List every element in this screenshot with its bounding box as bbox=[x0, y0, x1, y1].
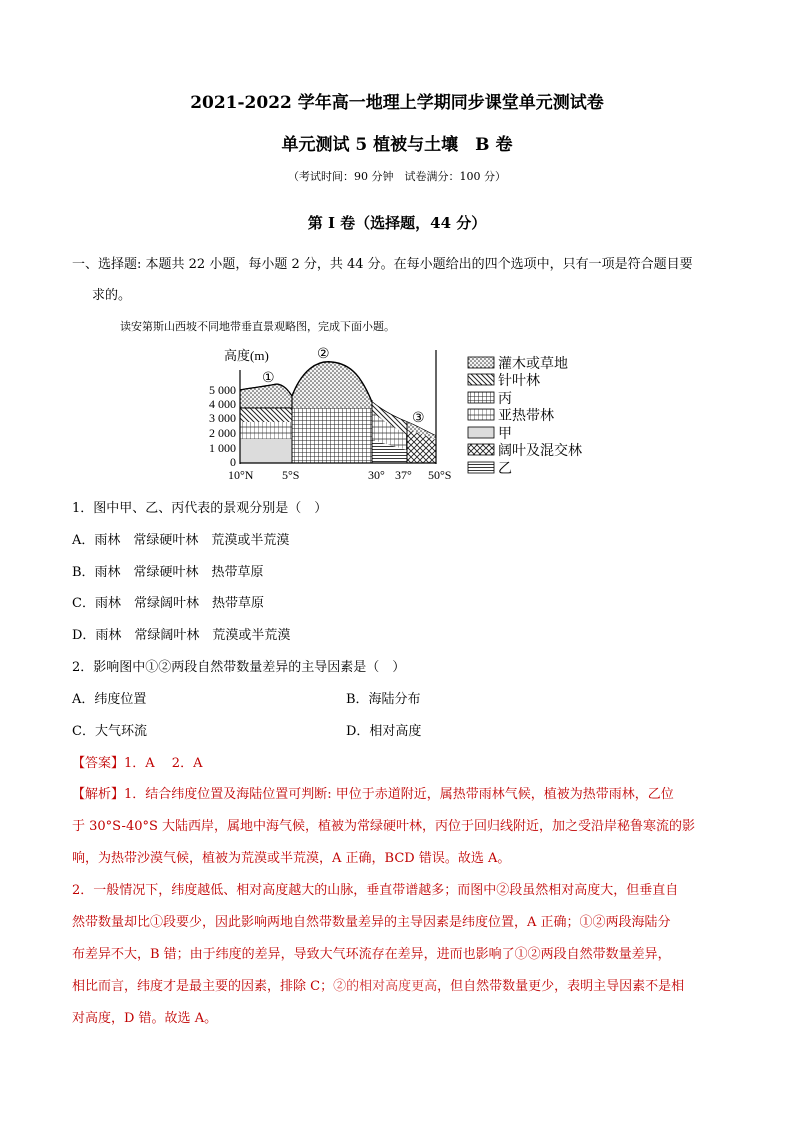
section-title: 第 I 卷（选择题，44 分） bbox=[307, 214, 487, 232]
marker-2: ② bbox=[317, 346, 330, 362]
y-tick: 5 000 bbox=[209, 383, 236, 397]
question-2-option-b: B．海陆分布 bbox=[346, 692, 421, 707]
legend-swatch-conifer bbox=[468, 374, 494, 385]
question-2-option-d: D．相对高度 bbox=[346, 724, 422, 739]
legend-jia: 甲 bbox=[498, 427, 512, 442]
zone-bing bbox=[292, 408, 372, 463]
zone-conifer-left bbox=[240, 408, 292, 422]
question-2-option-c: C．大气环流 bbox=[72, 724, 147, 739]
vegetation-diagram bbox=[209, 340, 602, 485]
analysis-line-5: 然带数量却比①段要少，因此影响两地自然带数量差异的主导因素是纬度位置，A 正确；①②两段海陆分 bbox=[72, 915, 671, 930]
legend-swatch-subtropical bbox=[468, 409, 494, 420]
analysis-highlight: ②的相对高度更高 bbox=[333, 979, 438, 994]
legend-swatch-bing bbox=[468, 392, 494, 403]
exam-info: （考试时间：90 分钟 试卷满分：100 分） bbox=[288, 170, 506, 183]
question-2-stem: 2．影响图中①②两段自然带数量差异的主导因素是（ ） bbox=[72, 660, 406, 675]
page-subtitle: 单元测试 5 植被与土壤 B 卷 bbox=[281, 135, 513, 155]
y-axis-label: 高度(m) bbox=[224, 348, 269, 363]
x-tick: 10°N bbox=[228, 468, 254, 482]
legend-yi: 乙 bbox=[498, 462, 512, 477]
question-1-stem: 1．图中甲、乙、丙代表的景观分别是（ ） bbox=[72, 501, 328, 516]
analysis-text: 1．结合纬度位置及海陆位置可判断: 甲位于赤道附近，属热带雨林气候，植被为热带雨林，乙位 bbox=[124, 787, 674, 802]
x-tick: 50°S bbox=[428, 468, 452, 482]
x-tick: 30° bbox=[368, 468, 385, 482]
marker-1: ① bbox=[262, 370, 275, 386]
question-1-option-b: B．雨林 常绿硬叶林 热带草原 bbox=[72, 565, 264, 580]
y-tick: 4 000 bbox=[209, 397, 236, 411]
analysis-line-1 bbox=[72, 783, 674, 802]
zone-jia bbox=[240, 439, 292, 463]
question-2-option-a: A．纬度位置 bbox=[72, 692, 147, 707]
analysis-tag: 【解析】 bbox=[72, 787, 125, 802]
answer-tag: 【答案】 bbox=[72, 756, 125, 771]
analysis-line-7 bbox=[72, 975, 684, 994]
question-1-option-a: A．雨林 常绿硬叶林 荒漠或半荒漠 bbox=[72, 533, 290, 548]
legend-swatch-shrub bbox=[468, 357, 494, 368]
question-1-option-d: D．雨林 常绿阔叶林 荒漠或半荒漠 bbox=[72, 628, 291, 643]
analysis-line-3: 响，为热带沙漠气候，植被为荒漠或半荒漠，A 正确，BCD 错误。故选 A。 bbox=[72, 851, 511, 866]
y-tick: 2 000 bbox=[209, 426, 236, 440]
analysis-line-4: 2．一般情况下，纬度越低、相对高度越大的山脉，垂直带谱越多；而图中②段虽然相对高度大，但垂直自 bbox=[72, 883, 679, 898]
legend-conifer: 针叶林 bbox=[498, 374, 540, 389]
answer-text: 1．A 2．A bbox=[124, 756, 203, 771]
legend-broadleaf: 阔叶及混交林 bbox=[498, 444, 582, 459]
legend-swatch-jia bbox=[468, 427, 494, 438]
question-1-option-c: C．雨林 常绿阔叶林 热带草原 bbox=[72, 596, 264, 611]
legend-shrub: 灌木或草地 bbox=[498, 357, 568, 372]
legend-swatch-broadleaf bbox=[468, 444, 494, 455]
page-title: 2021-2022 学年高一地理上学期同步课堂单元测试卷 bbox=[190, 93, 604, 113]
legend-bing: 丙 bbox=[498, 392, 512, 407]
y-tick: 3 000 bbox=[209, 411, 236, 425]
legend-swatch-yi bbox=[468, 462, 494, 473]
analysis-line-2: 于 30°S-40°S 大陆西岸，属地中海气候，植被为常绿硬叶林，丙位于回归线附近，加之受沿岸秘鲁寒流的影 bbox=[72, 819, 696, 834]
analysis-text: ，但自然带数量更少，表明主导因素不是相 bbox=[437, 979, 685, 994]
analysis-line-8: 对高度，D 错。故选 A。 bbox=[72, 1011, 218, 1026]
analysis-line-6: 布差异不大，B 错；由于纬度的差异，导致大气环流存在差异，进而也影响了①②两段自然带数量差异， bbox=[72, 947, 671, 962]
y-tick: 0 bbox=[230, 455, 236, 469]
marker-3: ③ bbox=[412, 410, 425, 426]
analysis-text: 相比而言，纬度才是最主要的因素，排除 C； bbox=[72, 979, 334, 994]
y-tick: 1 000 bbox=[209, 441, 236, 455]
instructions-line-1: 一、选择题: 本题共 22 小题，每小题 2 分，共 44 分。在每小题给出的四个选项中，只有一项是符合题目要 bbox=[72, 257, 693, 272]
x-tick: 37° bbox=[395, 468, 412, 482]
answer-line bbox=[72, 752, 202, 771]
instructions-line-2: 求的。 bbox=[92, 288, 132, 303]
zone-subtropical-left bbox=[240, 422, 292, 439]
legend-subtropical: 亚热带林 bbox=[498, 409, 554, 424]
x-tick: 5°S bbox=[282, 468, 300, 482]
figure-caption: 读安第斯山西坡不同地带垂直景观略图，完成下面小题。 bbox=[120, 320, 395, 333]
